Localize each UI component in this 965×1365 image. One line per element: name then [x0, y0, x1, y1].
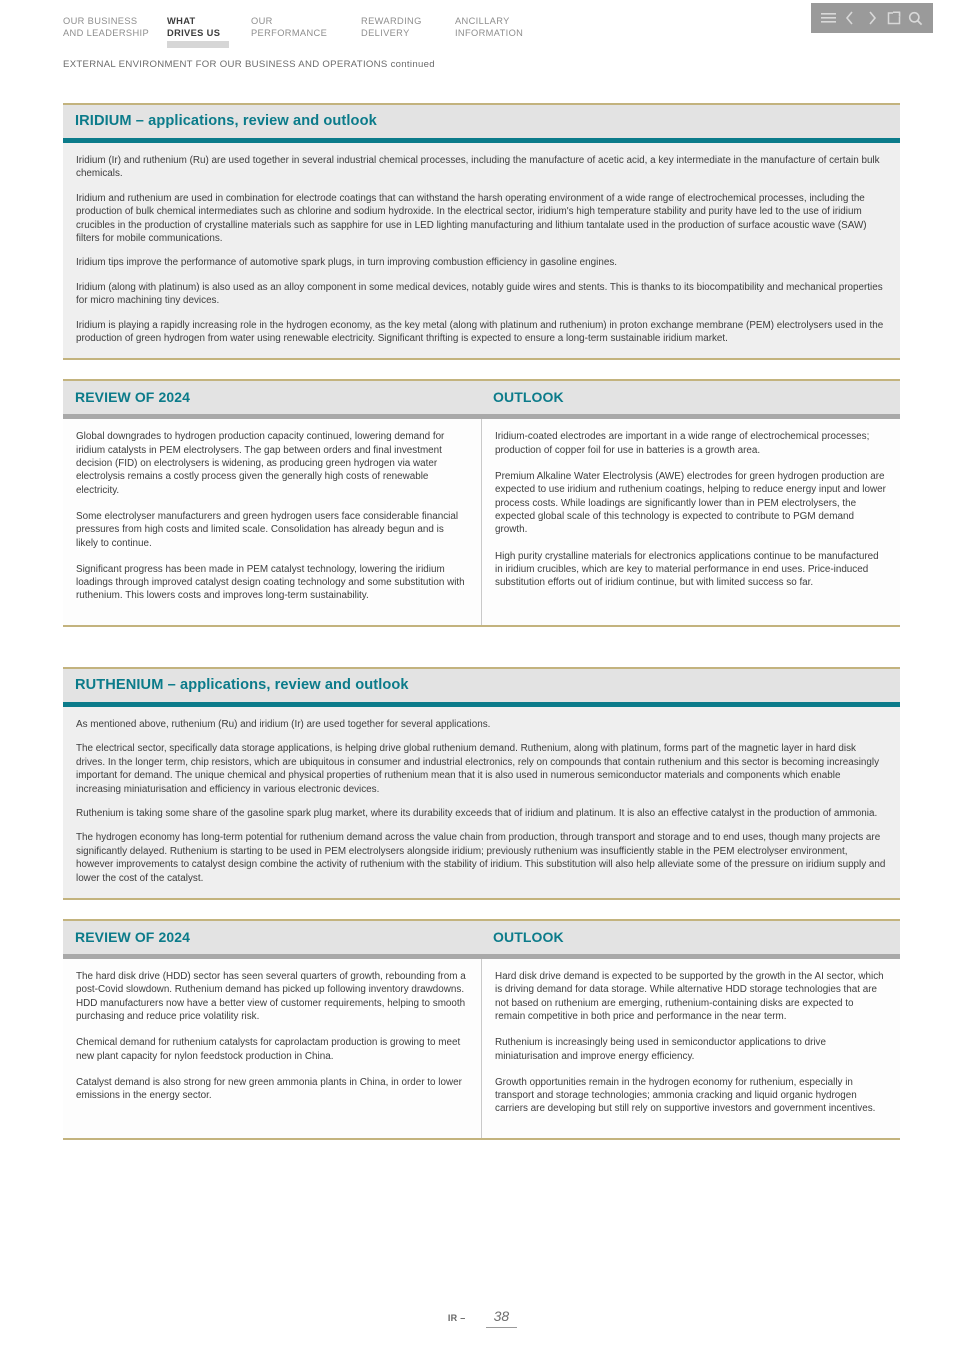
- ruthenium-heading: RUTHENIUM – applications, review and outlook: [63, 669, 900, 707]
- paragraph: Catalyst demand is also strong for new green ammonia plants in China, in order to lower emissions in the energy sector.: [76, 1076, 462, 1102]
- column-header-review: REVIEW OF 2024: [75, 389, 190, 406]
- paragraph: Ruthenium is taking some share of the gasoline spark plug market, where its durability exceeds that of iridium and platinum. It is also an effective catalyst in the production of ammonia.: [76, 808, 878, 820]
- toolbar: [811, 3, 933, 33]
- paragraph: Iridium (along with platinum) is also used as an alloy component in some medical devices, notably guide wires and stents. This is thanks to its biocompatibility and mechanical properties for micro machining tiny devices.: [76, 281, 883, 307]
- top-navigation: [0, 0, 965, 50]
- table-body-row: [63, 959, 900, 1138]
- paragraph: The hard disk drive (HDD) sector has seen several quarters of growth, rebounding from a post-Covid slowdown. Ruthenium demand has picked up following inventory drawdowns. HDD manufacturers now have a better view of customer requirements, helping to smooth purchasing and reduce price volatility risk.: [76, 971, 466, 1022]
- page-number: 38: [486, 1308, 518, 1328]
- nav-tab-rewarding-delivery[interactable]: [361, 16, 433, 46]
- nav-tab-label-line1: ANCILLARY: [455, 16, 510, 26]
- nav-tab-label-line1: REWARDING: [361, 16, 422, 26]
- paragraph: Global downgrades to hydrogen production capacity continued, lowering demand for iridium catalysts in PEM electrolysers. The gap between orders and final investment decision (FID) on electrolysers is widening, as producing green hydrogen via water electrolysis remains a costly process given the generally high costs of renewable electricity.: [76, 431, 445, 496]
- page-subtitle: EXTERNAL ENVIRONMENT FOR OUR BUSINESS AND OPERATIONS continued: [63, 59, 435, 70]
- nav-tab-label-line1: OUR: [251, 16, 273, 26]
- nav-tab-label-line2: INFORMATION: [455, 27, 524, 38]
- ruthenium-body: [63, 707, 900, 900]
- table-header-row: [63, 921, 900, 959]
- nav-tab-our-performance[interactable]: [251, 16, 339, 46]
- paragraph: The hydrogen economy has long-term potential for ruthenium demand across the value chain from production, through transport and storage and to end uses, though many projects are significantly delayed. Ruthenium is starting to be used in PEM electrolysers alongside iridium; previously ruthenium was insufficiently stable in the PEM electrolyser environment, however improvements to catalyst design combine the activity of ruthenium with the stability of iridium. This substitution will also help alleviate some of the pressure on iridium supply and lower the cost of the catalyst.: [76, 832, 886, 884]
- nav-tab-label-line2: AND LEADERSHIP: [63, 27, 150, 38]
- paragraph: Chemical demand for ruthenium catalysts for caprolactam production is growing to meet new plant capacity for nylon feedstock production in China.: [76, 1037, 461, 1062]
- ruthenium-section: [63, 667, 900, 1140]
- paragraph: Ruthenium is increasingly being used in semiconductor applications to drive miniaturisation and improve energy efficiency.: [495, 1037, 826, 1062]
- outlook-column: [481, 959, 900, 1138]
- nav-tab-list: [63, 16, 557, 46]
- chevron-right-icon[interactable]: [863, 10, 880, 27]
- paragraph: Premium Alkaline Water Electrolysis (AWE) electrodes for green hydrogen production are expected to use iridium and ruthenium coatings, helping to reduce energy input and lower process costs. While loadings are significantly lower than in PEM electrolysers, the expected global scale of this technology is expected to contribute to PGM demand growth.: [495, 471, 886, 536]
- print-icon[interactable]: [885, 10, 902, 27]
- paragraph: Iridium tips improve the performance of automotive spark plugs, in turn improving combustion efficiency in gasoline engines.: [76, 257, 618, 269]
- ruthenium-intro-card: [63, 667, 900, 900]
- nav-tab-label-line1: OUR BUSINESS: [63, 16, 138, 26]
- page-footer: [0, 1308, 965, 1328]
- iridium-heading: IRIDIUM – applications, review and outlook: [63, 105, 900, 143]
- table-header-row: [63, 381, 900, 419]
- nav-tab-our-business-and-leadership[interactable]: [63, 16, 150, 46]
- table-body-row: [63, 419, 900, 624]
- nav-tab-label-line2: DRIVES US: [167, 27, 221, 38]
- paragraph: High purity crystalline materials for electronics applications continue to be manufactured in iridium crucibles, which are key to material performance in end uses. Price-induced substitution efforts out of iridium continue, but with limited success so far.: [495, 550, 879, 589]
- paragraph: Hard disk drive demand is expected to be supported by the growth in the AI sector, which is driving demand for data storage. While alternative HDD storage technologies that are not based on ruthenium are emerging, ruthenium-containing disks are expected to remain competitive in both price and performance in the near term.: [495, 971, 884, 1022]
- review-column: [63, 959, 481, 1138]
- column-header-review: REVIEW OF 2024: [75, 929, 190, 946]
- ruthenium-review-outlook-table: [63, 919, 900, 1140]
- footer-report-tag: IR –: [447, 1313, 466, 1323]
- nav-tab-label-line1: WHAT: [167, 16, 196, 26]
- review-column: [63, 419, 481, 624]
- paragraph: Significant progress has been made in PEM catalyst technology, lowering the iridium loadings through improved catalyst design coating technology and some substitution with ruthenium. This lowers costs and improves long-term sustainability.: [76, 563, 465, 602]
- paragraph: The electrical sector, specifically data storage applications, is helping drive global ruthenium demand. Ruthenium, along with platinum, forms part of the magnetic layer in hard disk drives. In the longer term, chip resistors, which are ubiquitous in consumer and industrial electronics, rely on compounds that contain ruthenium and this sector is becoming increasingly important for demand. The unique chemical and physical properties of ruthenium mean that it is also used in numerous semiconductor materials and components which enable increasing miniaturisation and efficiency in various electronic devices.: [76, 743, 880, 795]
- chevron-left-icon[interactable]: [842, 10, 859, 27]
- paragraph: Some electrolyser manufacturers and green hydrogen users face considerable financial pressures from high costs and limited scale. Consolidation has already begun and is likely to continue.: [76, 510, 459, 549]
- nav-tab-label-line2: PERFORMANCE: [251, 27, 328, 38]
- paragraph: Iridium and ruthenium are used in combination for electrode coatings that can withstand the harsh operating environment of a wide range of electrochemical processes, including the production of bulk chemical intermediates such as chlorine and sodium hydroxide. In the electrical sector, iridium's high temperature stability and purity have led to the use of iridium crucibles in the production of crystalline materials such as sapphire for use in LED lighting manufacturing and lithium tantalate used in the production of surface acoustic wave (SAW) filters for mobile communications.: [76, 192, 867, 245]
- nav-tab-ancillary-information[interactable]: [455, 16, 535, 46]
- outlook-column: [481, 419, 900, 624]
- paragraph: Iridium-coated electrodes are important in a wide range of electrochemical processes; production of copper foil for use in batteries is a growth area.: [495, 431, 870, 456]
- iridium-review-outlook-table: [63, 379, 900, 626]
- nav-tab-label-line2: DELIVERY: [361, 27, 410, 38]
- paragraph: Iridium is playing a rapidly increasing role in the hydrogen economy, as the key metal (along with platinum and ruthenium) in proton exchange membrane (PEM) electrolysers used in the production of green hydrogen from water using renewable electricity. Significant thrifting is expected to ensure a long-term sustainable iridium market.: [76, 319, 884, 345]
- column-header-outlook: OUTLOOK: [493, 929, 564, 946]
- iridium-intro-card: [63, 103, 900, 360]
- iridium-body: [63, 143, 900, 360]
- column-header-outlook: OUTLOOK: [493, 389, 564, 406]
- menu-icon[interactable]: [820, 10, 837, 27]
- search-icon[interactable]: [907, 10, 924, 27]
- paragraph: As mentioned above, ruthenium (Ru) and iridium (Ir) are used together for several applications.: [76, 719, 491, 730]
- paragraph: Growth opportunities remain in the hydrogen economy for ruthenium, especially in transport and storage technologies; ammonia cracking and liquid organic hydrogen carriers are developing but still rely on supportive investors and government incentives.: [495, 1076, 876, 1115]
- nav-tab-what-drives-us[interactable]: [167, 16, 229, 46]
- paragraph: Iridium (Ir) and ruthenium (Ru) are used together in several industrial chemical processes, including the manufacture of acetic acid, a key intermediate in the manufacture of certain bulk chemicals.: [76, 155, 880, 180]
- nav-tab-active-indicator: [167, 41, 229, 48]
- iridium-section: [63, 103, 900, 627]
